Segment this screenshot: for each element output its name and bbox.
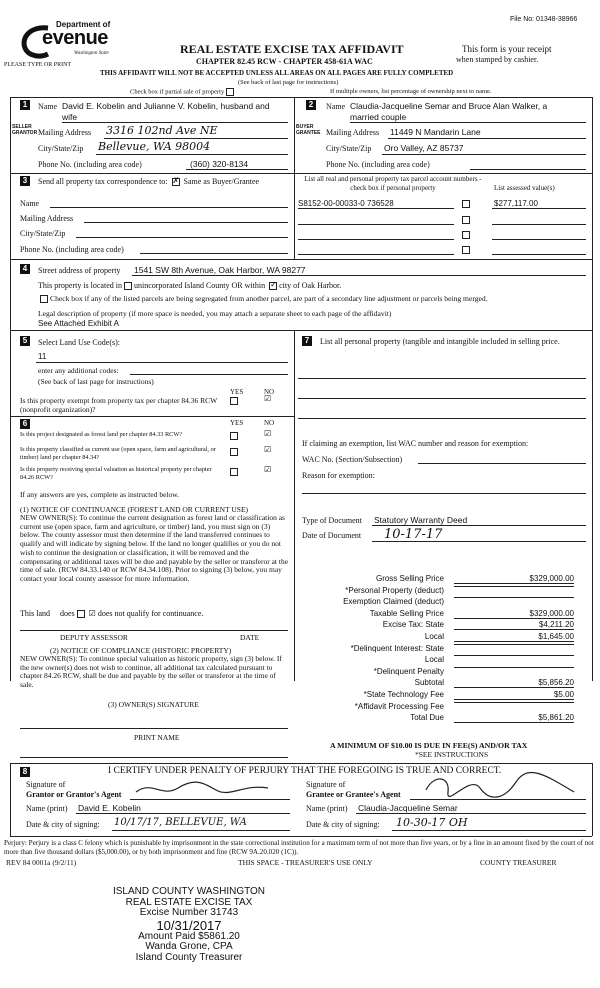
current-use-no-box[interactable]: ☑ xyxy=(264,445,272,454)
land-use-label: Select Land Use Code(s): xyxy=(38,338,120,347)
logo-top: Department of xyxy=(56,20,111,29)
s5-see-back: (See back of last page for instructions) xyxy=(38,377,154,386)
checkbox[interactable] xyxy=(462,246,470,254)
grantor-name: David E. Kobelin xyxy=(78,803,141,813)
owner-signature-label: (3) OWNER(S) SIGNATURE xyxy=(108,700,199,709)
current-use-yes-box[interactable] xyxy=(228,447,240,456)
fee-label: *Personal Property (deduct) xyxy=(345,585,444,595)
section-8-badge: 8 xyxy=(20,767,30,777)
notice1-title: (1) NOTICE OF CONTINUANCE (FOREST LAND OR CURRENT USE) xyxy=(20,505,249,514)
does-checkbox[interactable] xyxy=(77,610,85,618)
seller-phone-label: Phone No. (including area code) xyxy=(38,160,142,169)
section-3-badge: 3 xyxy=(20,176,30,186)
seller-name: David E. Kobelin and Julianne V. Kobelin, husband and xyxy=(62,101,270,111)
wac-label: WAC No. (Section/Subsection) xyxy=(302,455,403,464)
fee-label: Gross Selling Price xyxy=(375,574,444,583)
fee-value: $5,856.20 xyxy=(454,678,574,688)
grantee-sig-of: Signature of xyxy=(306,780,346,789)
fee-label: Subtotal xyxy=(414,678,444,688)
segregated-line: Check box if any of the listed parcels are being segregated from another parcel, are part of a secondary line adjustment or parcels being merged. xyxy=(38,294,488,303)
section-4-badge: 4 xyxy=(20,264,30,274)
seller-phone: (360) 320-8134 xyxy=(190,159,249,169)
grantee-name-label: Name (print) xyxy=(306,804,348,813)
fee-label: *Affidavit Processing Fee xyxy=(354,701,444,711)
fee-label: Taxable Selling Price xyxy=(369,608,444,618)
receipt-note-2: when stamped by cashier. xyxy=(456,55,539,64)
forest-question: Is this project designated as forest land per chapter 84.33 RCW? xyxy=(20,431,183,438)
fee-label: Local xyxy=(424,632,444,641)
seller-city: Bellevue, WA 98004 xyxy=(98,140,211,153)
seller-mail: 3316 102nd Ave NE xyxy=(106,124,218,137)
fee-value xyxy=(454,702,574,703)
checkbox[interactable] xyxy=(462,216,470,224)
checkbox[interactable] xyxy=(226,88,234,96)
partial-sale-check[interactable]: Check box if partial sale of property xyxy=(130,88,236,96)
notice1-text: NEW OWNER(S): To continue the current designation as forest land or classification as current use (open space, farm and agriculture, or timber) land, you must sign on (3) below. The county assessor must then determine if the land transferred continues to qualify and will indicate by signing below. If the land no longer qualifies or you do not wish to continue the designation or classification, it will be removed and the compensating or additional taxes will be due and payable by the seller or transferor at the time of sale. (RCW 84.33.140 or RCW 84.34.108). Prior to signing (3) below, you may contact your local county assessor for more information. xyxy=(20,513,289,583)
section-7-badge: 7 xyxy=(302,336,312,346)
fee-value: $4,211.20 xyxy=(454,620,574,630)
grantor-date-label: Date & city of signing: xyxy=(26,820,100,829)
notice2-text: NEW OWNER(S): To continue special valuation as historic property, sign (3) below. If the new owner(s) does not wish to continue, all additional tax calculated pursuant to chapter 84.26 RCW, shall be due and payable by the seller or transferor at the time of sale. xyxy=(20,654,282,690)
notice2-title: (2) NOTICE OF COMPLIANCE (HISTORIC PROPERTY) xyxy=(50,646,232,655)
assessed-header: List assessed value(s) xyxy=(494,184,555,192)
parcel-number: S8152-00-00033-0 736528 xyxy=(298,199,394,208)
exempt-no-box[interactable]: ☑ xyxy=(264,394,272,403)
fee-label: *Delinquent Penalty xyxy=(373,666,444,676)
fee-value xyxy=(454,597,574,598)
rev-number: REV 84 0001a (9/2/11) xyxy=(6,858,77,867)
fee-value xyxy=(454,655,574,656)
grantor-name-label: Name (print) xyxy=(26,804,68,813)
street-address: 1541 SW 8th Avenue, Oak Harbor, WA 98277 xyxy=(134,265,306,275)
doc-type-label: Type of Document xyxy=(302,516,362,525)
county-treasurer: COUNTY TREASURER xyxy=(480,858,557,867)
s3-mail-label: Mailing Address xyxy=(20,214,74,223)
land-use-code: 11 xyxy=(38,352,47,361)
logo-sub: Washington State xyxy=(74,51,109,56)
historic-no-box[interactable]: ☑ xyxy=(264,465,272,474)
within-city-checkbox[interactable]: ✓ xyxy=(270,280,277,290)
does-not-checkbox[interactable]: ☑ xyxy=(88,609,96,618)
same-as-buyer-checkbox[interactable]: ✗ xyxy=(172,176,180,186)
grantee-signature xyxy=(420,770,580,802)
seller-city-label: City/State/Zip xyxy=(38,144,84,153)
fee-label: Total Due xyxy=(410,713,444,723)
grantor-agent-label: Grantor or Grantor's Agent xyxy=(26,790,122,799)
s3-city-label: City/State/Zip xyxy=(20,229,66,238)
s3-phone-label: Phone No. (including area code) xyxy=(20,245,124,254)
legal-description-label: Legal description of property (if more space is needed, you may attach a separate sheet to each page of the affidavit) xyxy=(38,309,392,318)
section-5-badge: 5 xyxy=(20,336,30,346)
deputy-assessor: DEPUTY ASSESSOR xyxy=(60,633,128,642)
no-header: NO xyxy=(264,388,275,396)
checkbox[interactable] xyxy=(124,282,132,290)
seller-side-label: SELLER GRANTOR xyxy=(12,124,38,136)
fee-label: Local xyxy=(424,655,444,665)
seller-mail-label: Mailing Address xyxy=(38,128,92,137)
assessed-value: $277,117.00 xyxy=(494,199,538,208)
multiple-owners: If multiple owners, list percentage of ownership next to name. xyxy=(330,88,492,95)
send-correspondence: Send all property tax correspondence to: ✗ Same as Buyer/Grantee xyxy=(38,176,260,186)
fee-label: *State Technology Fee xyxy=(363,690,444,699)
personal-property-list: List all personal property (tangible and intangible included in selling price. xyxy=(320,337,560,346)
section-2-badge: 2 xyxy=(306,100,316,110)
buyer-name-label: Name xyxy=(326,102,346,111)
form-chapter: CHAPTER 82.45 RCW - CHAPTER 458-61A WAC xyxy=(196,57,373,66)
treasurer-stamp: ISLAND COUNTY WASHINGTON REAL ESTATE EXCISE TAX Excise Number 31743 10/31/2017 Amount Paid $5861.20 Wanda Grone, CPA Island County Treasurer xyxy=(112,886,266,963)
fee-label: *Delinquent Interest: State xyxy=(350,643,444,653)
fee-value: $329,000.00 xyxy=(454,574,574,584)
grantor-signature xyxy=(132,778,272,800)
reason-label: Reason for exemption: xyxy=(302,471,375,480)
minimum-fee: A MINIMUM OF $10.00 IS DUE IN FEE(S) AND/OR TAX xyxy=(330,741,528,750)
form-title: REAL ESTATE EXCISE TAX AFFIDAVIT xyxy=(180,42,404,56)
section-6-badge: 6 xyxy=(20,419,30,429)
section-1-badge: 1 xyxy=(20,100,30,110)
current-use-question: Is this property classified as current use (open space, farm and agricultural, or timber) land per chapter 84.34? xyxy=(20,446,216,461)
buyer-mail: 11449 N Mandarin Lane xyxy=(390,127,481,137)
grantor-sig-of: Signature of xyxy=(26,780,66,789)
grantor-date: 10/17/17, BELLEVUE, WA xyxy=(114,817,247,828)
continuance-line: This land does ☑ does not qualify for continuance. xyxy=(20,609,204,618)
doc-type: Statutory Warranty Deed xyxy=(374,515,468,525)
buyer-name-2: married couple xyxy=(350,112,407,122)
grantee-date: 10-30-17 OH xyxy=(396,816,468,829)
buyer-city: Oro Valley, AZ 85737 xyxy=(384,143,464,153)
fee-value: $329,000.00 xyxy=(454,609,574,619)
fee-value xyxy=(454,644,574,645)
checkbox[interactable] xyxy=(462,200,470,208)
fee-value xyxy=(454,586,574,587)
exempt-yes-box[interactable] xyxy=(228,396,240,405)
exempt-question: Is this property exempt from property tax per chapter 84.36 RCW (nonprofit organization)? xyxy=(20,396,218,414)
additional-codes: enter any additional codes: xyxy=(38,366,119,375)
logo-main: evenue xyxy=(42,27,108,49)
doc-date-label: Date of Document xyxy=(302,531,362,540)
street-label: Street address of property xyxy=(38,266,121,275)
buyer-mail-label: Mailing Address xyxy=(326,128,380,137)
fee-table xyxy=(294,574,592,758)
yes-header: YES xyxy=(230,388,244,396)
fee-value: $5,861.20 xyxy=(454,713,574,723)
located-line: This property is located in unincorporated Island County OR within ✓ city of Oak Harbor. xyxy=(38,280,342,290)
exemption-label: If claiming an exemption, list WAC number and reason for exemption: xyxy=(302,439,529,448)
please-type: PLEASE TYPE OR PRINT xyxy=(4,62,72,68)
fee-label: Exemption Claimed (deduct) xyxy=(343,597,444,607)
buyer-city-label: City/State/Zip xyxy=(326,144,372,153)
receipt-note: This form is your receipt xyxy=(462,44,552,54)
buyer-phone-label: Phone No. (including area code) xyxy=(326,160,430,169)
fee-label: Excise Tax: State xyxy=(382,620,444,630)
treasurer-space: THIS SPACE - TREASURER'S USE ONLY xyxy=(238,858,373,867)
fee-value xyxy=(454,667,574,668)
if-yes-note: If any answers are yes, complete as instructed below. xyxy=(20,490,180,499)
fee-value: $1,645.00 xyxy=(454,632,574,642)
buyer-name: Claudia-Jacqueline Semar and Bruce Alan Walker, a xyxy=(350,101,548,111)
forest-no-box[interactable]: ☑ xyxy=(264,429,272,438)
perjury-note: Perjury: Perjury is a class C felony which is punishable by imprisonment in the state correctional institution for a maximum term of not more than five years, or by a fine in an amount fixed by the court of not more than five thousand dollars ($5,000.00), or by both imprisonment and fine (RCW 9A.20.020 (1C)). xyxy=(4,839,594,856)
yes-header-6: YES xyxy=(230,419,244,427)
fee-value: $5.00 xyxy=(454,690,574,700)
legal-description: See Attached Exhibit A xyxy=(38,319,119,328)
see-back: (See back of last page for instructions) xyxy=(238,79,339,86)
deputy-date: DATE xyxy=(240,633,260,642)
s3-name-label: Name xyxy=(20,199,40,208)
file-number: File No: 01348-38966 xyxy=(510,16,578,23)
forest-yes-box[interactable] xyxy=(228,431,240,440)
grantee-date-label: Date & city of signing: xyxy=(306,820,380,829)
doc-date: 10-17-17 xyxy=(384,527,443,542)
no-header-6: NO xyxy=(264,419,275,427)
grantee-name: Claudia-Jacqueline Semar xyxy=(358,803,458,813)
historic-question: Is this property receiving special valuation as historical property per chapter 84.26 RCW? xyxy=(20,466,212,481)
buyer-side-label: BUYER GRANTEE xyxy=(296,124,321,136)
certify: I CERTIFY UNDER PENALTY OF PERJURY THAT THE FOREGOING IS TRUE AND CORRECT. xyxy=(108,766,502,776)
historic-yes-box[interactable] xyxy=(228,467,240,476)
see-instructions: *SEE INSTRUCTIONS xyxy=(415,750,489,759)
dor-logo xyxy=(18,20,128,64)
checkbox[interactable] xyxy=(40,295,48,303)
print-name-label: PRINT NAME xyxy=(134,733,180,742)
seller-name-label: Name xyxy=(38,102,58,111)
seller-name-2: wife xyxy=(62,112,78,122)
warning: THIS AFFIDAVIT WILL NOT BE ACCEPTED UNLESS ALL AREAS ON ALL PAGES ARE FULLY COMPLETED xyxy=(100,69,454,77)
parcel-list-header: List all real and personal property tax parcel account numbers - check box if personal property xyxy=(304,175,482,192)
grantee-agent-label: Grantee or Grantee's Agent xyxy=(306,790,401,799)
checkbox[interactable] xyxy=(462,231,470,239)
